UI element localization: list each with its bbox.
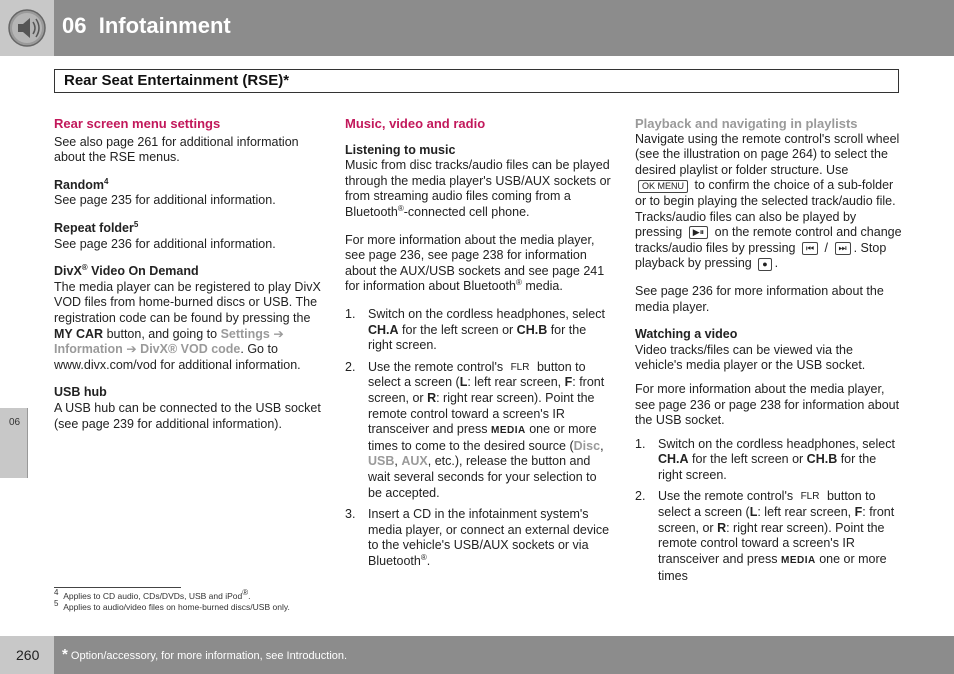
footnote-5: $^5$ Applies to audio/video files on home-burned discs/USB only.: [54, 599, 290, 612]
chapter-icon-box: [0, 0, 54, 56]
video-more-info-text: For more information about the media player, see page 236 or page 238 for information about the USB socket.: [635, 381, 900, 428]
footnote-ref-4: 4: [104, 176, 109, 186]
music-steps-list: [345, 307, 613, 570]
column-rear-screen-settings: [54, 116, 324, 432]
footnote-divider: [54, 587, 181, 588]
media-button-label: MEDIA: [780, 554, 816, 566]
heading-playback-playlists: Playback and navigating in playlists: [635, 116, 858, 131]
footer-note: * Option/accessory, for more information, see Introduction.: [62, 646, 348, 663]
menu-divx-vod-code: DivX® VOD code: [140, 342, 241, 357]
list-item: 1. Switch on the cordless headphones, select CH.A for the left screen or CH.B for the right screen.: [345, 306, 605, 353]
column-playback: [635, 116, 903, 590]
list-item: 2. Use the remote control's FLR button to select a screen (L: left rear screen, F: front screen, or R: right rear screen). Point the remote control toward a screen's IR transceiver and press MEDIA one or more times: [635, 489, 895, 583]
listening-title: Listening to music: [345, 142, 456, 157]
list-item: 2. Use the remote control's FLR button to select a screen (L: left rear screen, F: front screen, or R: right rear screen). Point the remote control toward a screen's IR transceiver and press MEDIA one or more times to come to the desired source (Disc, USB, AUX, etc.), release the button and wait several seconds for your selection to be accepted.: [345, 359, 605, 500]
stop-icon: ●: [758, 258, 771, 271]
list-item: 3. Insert a CD in the infotainment system's media player, or connect an external device to the vehicle's USB/AUX sockets or via Bluetooth®.: [345, 507, 610, 568]
footnotes: [54, 588, 290, 613]
watching-video-text: Video tracks/files can be viewed via the vehicle's media player or the USB socket.: [635, 342, 866, 373]
menu-settings: Settings: [220, 326, 270, 341]
column-music-video-radio: [345, 116, 613, 576]
section-title: Rear Seat Entertainment (RSE)*: [64, 72, 290, 89]
footnote-4: $^4$ Applies to CD audio, CDs/DVDs, USB and iPod®.: [54, 588, 251, 601]
usb-hub-title: USB hub: [54, 385, 107, 400]
list-item: 1. Switch on the cordless headphones, select CH.A for the left screen or CH.B for the right screen.: [635, 436, 895, 482]
footnote-ref-5: 5: [133, 219, 139, 229]
see-page-236-text: See page 236 for more information about the media player.: [635, 283, 884, 314]
intro-text: See also page 261 for additional information about the RSE menus.: [54, 134, 299, 165]
screen-select-icon: FLR: [800, 491, 820, 503]
media-button-label: MEDIA: [490, 425, 526, 437]
divx-title: DivX® Video On Demand: [54, 263, 199, 279]
repeat-folder-title: Repeat folder$^5$: [54, 219, 139, 235]
heading-rear-screen-menu: Rear screen menu settings: [54, 116, 221, 131]
listening-text: Music from disc tracks/audio files can be played through the media player's USB/AUX sockets or from streaming audio files coming from a Bluetooth®-connected cell phone.: [345, 158, 611, 219]
repeat-folder-text: See page 236 for additional information.: [54, 236, 276, 251]
menu-information: Information: [54, 342, 123, 357]
chapter-number: 06: [62, 13, 87, 38]
chapter-name: Infotainment: [98, 13, 231, 38]
random-text: See page 235 for additional information.: [54, 193, 276, 208]
navigate-text: Navigate using the remote control's scroll wheel (see the illustration on page 264) to select the desired playlist or folder structure. Use OK MENU to confirm the choice of a sub-folder or to begin playing the selected track/audio file. Tracks/audio files can also be played by pressing ▶⏸ on the remote control and change tracks/audio files by pressing ⏮ / ⏭ . Stop playback by pressing ● .: [635, 131, 902, 271]
next-track-icon: ⏭: [835, 242, 851, 255]
previous-track-icon: ⏮: [802, 242, 818, 255]
video-steps-list: [635, 437, 903, 584]
speaker-icon: [0, 0, 54, 56]
usb-hub-text: A USB hub can be connected to the USB socket (see page 239 for additional information).: [54, 400, 321, 431]
play-pause-icon: ▶⏸: [689, 226, 708, 239]
screen-select-icon: FLR: [510, 361, 530, 373]
page-number: 260: [16, 647, 40, 663]
random-title: Random$^4$: [54, 176, 109, 192]
chapter-title: [62, 13, 231, 39]
more-info-text: For more information about the media player, see page 236, see page 238 for information about the AUX/USB sockets and see page 241 for information about Bluetooth® media.: [345, 232, 605, 294]
heading-music-video-radio: Music, video and radio: [345, 116, 486, 131]
watching-video-title: Watching a video: [635, 327, 738, 342]
side-tab-label: 06: [9, 417, 21, 428]
divx-text: The media player can be registered to play DivX VOD files from home-burned discs or USB. The registration code can be found by pressing the MY CAR button, and going to Settings ➔ Information ➔ DivX® VOD code. Go to www.divx.com/vod for additional information.: [54, 279, 321, 372]
ok-menu-icon: OK MENU: [638, 180, 688, 193]
my-car-button-label: MY CAR: [54, 326, 104, 341]
